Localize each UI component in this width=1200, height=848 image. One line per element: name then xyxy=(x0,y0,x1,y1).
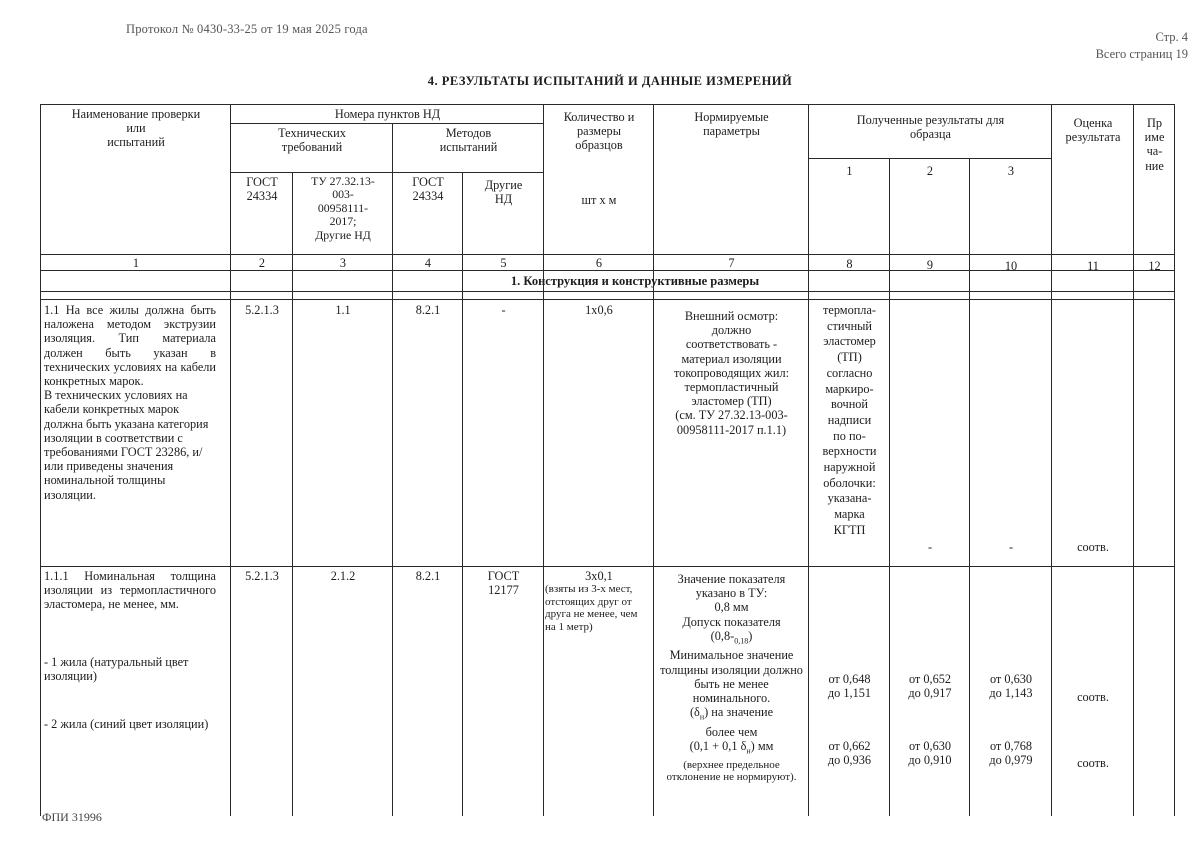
core-2-assessment: соотв. xyxy=(1077,756,1109,770)
total-pages: Всего страниц 19 xyxy=(1095,47,1188,61)
tech-tu-point: 2.1.2 xyxy=(330,569,356,583)
tech-gost-point: 5.2.1.3 xyxy=(245,303,279,317)
page-title: 4. РЕЗУЛЬТАТЫ ИСПЫТАНИЙ И ДАННЫЕ ИЗМЕРЕНИЙ xyxy=(427,74,793,88)
header-note: Пр име ча- ние xyxy=(1144,116,1165,173)
formula: (0,1 + 0,1 $\delta_н$) мм xyxy=(689,739,774,756)
col-number: 4 xyxy=(424,256,432,270)
min-thickness-text: Минимальное значение толщины изоляции должно быть не менее номинального. xyxy=(660,648,803,706)
header-test-name: Наименование проверки или испытаний xyxy=(71,107,201,150)
col-number: 8 xyxy=(846,257,853,271)
core-2-sample-2: от 0,630 до 0,910 xyxy=(908,739,952,768)
col-number: 12 xyxy=(1148,259,1161,273)
core-1-sample-1: от 0,648 до 1,151 xyxy=(827,672,872,701)
header-other-nd: Другие НД xyxy=(484,178,523,207)
header-gost-methods: ГОСТ 24334 xyxy=(412,175,444,204)
result-sample-3: - xyxy=(1008,540,1014,554)
normative-value: Значение показателя указано в ТУ: 0,8 мм Допуск показателя xyxy=(677,572,786,629)
delta-line: $(\delta_н)$ на значение xyxy=(689,705,774,722)
page-number-block xyxy=(1096,29,1188,63)
form-code: ФПИ 31996 xyxy=(42,810,102,824)
method-other-point: - xyxy=(501,303,506,317)
core-1-label: - 1 жила (натуральный цвет изоляции) xyxy=(44,655,189,684)
sample-quantity: 1х0,6 xyxy=(585,303,613,317)
tech-gost-point: 5.2.1.3 xyxy=(245,569,279,583)
col-number: 7 xyxy=(728,256,735,270)
header-normative: Нормируемые параметры xyxy=(694,110,769,139)
test-name-text: 1.1.1 Номинальная толщина изоляции из термопластичного эластомера, не менее, мм. xyxy=(44,569,216,612)
method-gost-point: 8.2.1 xyxy=(415,569,441,583)
sample-quantity-value: 3х0,1 xyxy=(585,569,613,583)
upper-deviation-note: (верхнее предельное отклонение не нормируют). xyxy=(666,758,797,784)
header-tu-other: ТУ 27.32.13- 003- 00958111- 2017; Другие НД xyxy=(311,175,375,242)
header-units: шт х м xyxy=(581,193,617,207)
test-name-1-1-1 xyxy=(44,569,216,809)
core-2-sample-3: от 0,768 до 0,979 xyxy=(989,739,1033,768)
header-test-methods: Методов испытаний xyxy=(439,126,498,155)
result-sample-1: термопла- стичный эластомер (ТП) согласно маркиро- вочной надписи по по- верхности наружной оболочки: указана- марка КГТП xyxy=(822,303,877,537)
col-number: 5 xyxy=(500,256,507,270)
col-number: 3 xyxy=(339,256,347,270)
core-2-sample-1: от 0,662 до 0,936 xyxy=(827,739,872,768)
core-1-sample-3: от 0,630 до 1,143 xyxy=(989,672,1033,701)
header-nd-points: Номера пунктов НД xyxy=(334,107,441,121)
header-quantity: Количество и размеры образцов xyxy=(563,110,635,153)
header-tech-requirements: Технических требований xyxy=(278,126,346,155)
test-name-1-1 xyxy=(44,303,216,502)
header-sample-1: 1 xyxy=(846,164,853,178)
page-number: Стр. 4 xyxy=(1155,30,1188,44)
col-number: 10 xyxy=(1004,259,1018,273)
core-2-label: - 2 жила (синий цвет изоляции) xyxy=(44,717,209,731)
result-sample-2: - xyxy=(927,540,933,554)
header-sample-3: 3 xyxy=(1007,164,1015,178)
core-1-sample-2: от 0,652 до 0,917 xyxy=(908,672,952,701)
col-number: 6 xyxy=(595,256,603,270)
test-name-text: 1.1 На все жилы должна быть наложена методом экструзии изоляция. Тип материала должен быть указан в технических условиях на кабели конкретных марок. xyxy=(44,303,216,389)
tech-tu-point: 1.1 xyxy=(335,303,351,317)
header-gost-tech: ГОСТ 24334 xyxy=(246,175,278,204)
header-assessment: Оценка результата xyxy=(1065,116,1121,145)
protocol-header: Протокол № 0430-33-25 от 19 мая 2025 года xyxy=(126,22,368,36)
col-number: 9 xyxy=(926,258,934,272)
assessment: соотв. xyxy=(1077,540,1109,554)
normative-params xyxy=(655,572,808,816)
sample-quantity-note: (взяты из 3-х мест, отстоящих друг от друга не менее, чем на 1 метр) xyxy=(545,583,638,633)
header-sample-2: 2 xyxy=(926,164,934,178)
sample-quantity xyxy=(545,569,653,633)
tolerance: $(0,8-_{0,18})$ xyxy=(710,628,753,646)
section-title: 1. Конструкция и конструктивные размеры xyxy=(510,274,760,288)
method-gost-point: 8.2.1 xyxy=(415,303,441,317)
normative-params: Внешний осмотр: должно соответствовать - материал изоляции токопроводящих жил: термопластичный эластомер (ТП) (см. ТУ 27.32.13-003- 00958111-2017 п.1.1) xyxy=(673,309,790,437)
header-results: Полученные результаты для образца xyxy=(856,113,1005,142)
core-1-assessment: соотв. xyxy=(1077,690,1109,704)
col-number: 11 xyxy=(1087,259,1099,273)
col-number: 2 xyxy=(258,256,266,270)
col-number: 1 xyxy=(132,256,140,270)
more-than: более чем xyxy=(705,724,758,739)
test-name-text-continued: В технических условиях на кабели конкретных марок должна быть указана категория изоляции в соответствии с требованиями ГОСТ 23286, и/или приведены значения номинальной толщины изоляции. xyxy=(44,388,209,502)
method-other-point: ГОСТ 12177 xyxy=(487,569,520,598)
